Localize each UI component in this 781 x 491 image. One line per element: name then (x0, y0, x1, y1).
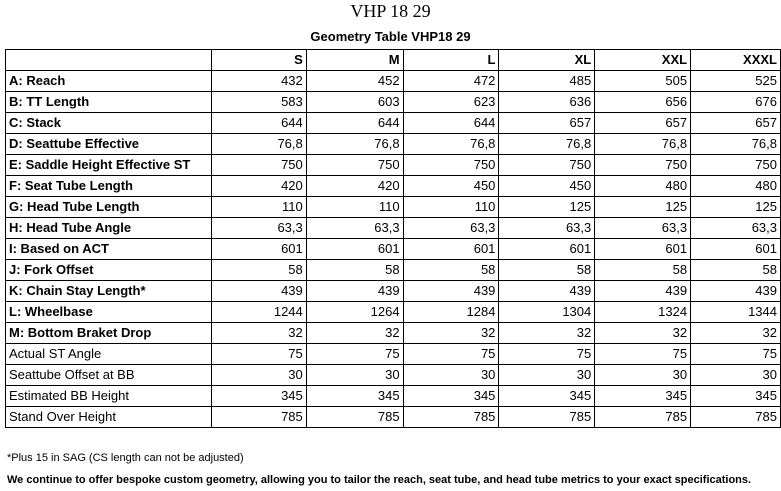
value-cell: 32 (403, 323, 499, 344)
row-label: D: Seattube Effective (6, 134, 212, 155)
table-body (6, 71, 781, 428)
row-label: C: Stack (6, 113, 212, 134)
value-cell: 345 (306, 386, 403, 407)
value-cell: 63,3 (499, 218, 595, 239)
value-cell: 58 (595, 260, 691, 281)
value-cell: 785 (306, 407, 403, 428)
value-cell: 345 (403, 386, 499, 407)
value-cell: 644 (306, 113, 403, 134)
header-size-xl: XL (499, 50, 595, 71)
row-label: M: Bottom Braket Drop (6, 323, 212, 344)
value-cell: 125 (499, 197, 595, 218)
value-cell: 110 (403, 197, 499, 218)
table-row (6, 218, 781, 239)
value-cell: 58 (691, 260, 781, 281)
page-title: VHP 18 29 (350, 1, 431, 21)
value-cell: 750 (691, 155, 781, 176)
value-cell: 1244 (211, 302, 306, 323)
value-cell: 750 (499, 155, 595, 176)
table-row (6, 344, 781, 365)
value-cell: 439 (595, 281, 691, 302)
value-cell: 472 (403, 71, 499, 92)
value-cell: 636 (499, 92, 595, 113)
geometry-table (5, 49, 781, 428)
value-cell: 75 (595, 344, 691, 365)
value-cell: 30 (211, 365, 306, 386)
value-cell: 657 (595, 113, 691, 134)
row-label: L: Wheelbase (6, 302, 212, 323)
table-row (6, 176, 781, 197)
value-cell: 58 (403, 260, 499, 281)
table-row (6, 302, 781, 323)
value-cell: 1284 (403, 302, 499, 323)
row-label: B: TT Length (6, 92, 212, 113)
value-cell: 63,3 (403, 218, 499, 239)
row-label: Stand Over Height (6, 407, 212, 428)
value-cell: 63,3 (691, 218, 781, 239)
row-label: K: Chain Stay Length* (6, 281, 212, 302)
row-label: Seattube Offset at BB (6, 365, 212, 386)
row-label: H: Head Tube Angle (6, 218, 212, 239)
value-cell: 58 (499, 260, 595, 281)
value-cell: 32 (595, 323, 691, 344)
table-row (6, 323, 781, 344)
footnote: *Plus 15 in SAG (CS length can not be adjusted) (7, 452, 244, 464)
row-label: G: Head Tube Length (6, 197, 212, 218)
row-label: J: Fork Offset (6, 260, 212, 281)
value-cell: 110 (306, 197, 403, 218)
value-cell: 601 (211, 239, 306, 260)
value-cell: 785 (595, 407, 691, 428)
table-row (6, 281, 781, 302)
value-cell: 76,8 (595, 134, 691, 155)
row-label: Actual ST Angle (6, 344, 212, 365)
bespoke-note: We continue to offer bespoke custom geometry, allowing you to tailor the reach, seat tube, and head tube metrics to your exact specifications. (7, 474, 752, 486)
header-size-l: L (403, 50, 499, 71)
table-row (6, 260, 781, 281)
table-row (6, 365, 781, 386)
value-cell: 110 (211, 197, 306, 218)
value-cell: 450 (499, 176, 595, 197)
value-cell: 75 (211, 344, 306, 365)
value-cell: 75 (403, 344, 499, 365)
value-cell: 76,8 (306, 134, 403, 155)
table-row (6, 197, 781, 218)
value-cell: 480 (595, 176, 691, 197)
value-cell: 785 (403, 407, 499, 428)
table-row (6, 407, 781, 428)
value-cell: 676 (691, 92, 781, 113)
table-row (6, 239, 781, 260)
value-cell: 345 (691, 386, 781, 407)
row-label: F: Seat Tube Length (6, 176, 212, 197)
value-cell: 750 (306, 155, 403, 176)
value-cell: 439 (306, 281, 403, 302)
value-cell: 432 (211, 71, 306, 92)
header-empty-cell (6, 50, 212, 71)
value-cell: 30 (595, 365, 691, 386)
value-cell: 439 (499, 281, 595, 302)
row-label: E: Saddle Height Effective ST (6, 155, 212, 176)
value-cell: 76,8 (691, 134, 781, 155)
value-cell: 76,8 (403, 134, 499, 155)
value-cell: 420 (306, 176, 403, 197)
table-header-row (6, 50, 781, 71)
table-title: Geometry Table VHP18 29 (310, 29, 471, 44)
value-cell: 1304 (499, 302, 595, 323)
value-cell: 30 (499, 365, 595, 386)
table-row (6, 386, 781, 407)
value-cell: 601 (306, 239, 403, 260)
value-cell: 657 (691, 113, 781, 134)
value-cell: 601 (691, 239, 781, 260)
value-cell: 439 (691, 281, 781, 302)
value-cell: 785 (499, 407, 595, 428)
value-cell: 452 (306, 71, 403, 92)
value-cell: 420 (211, 176, 306, 197)
value-cell: 32 (211, 323, 306, 344)
row-label: Estimated BB Height (6, 386, 212, 407)
value-cell: 30 (403, 365, 499, 386)
value-cell: 750 (211, 155, 306, 176)
value-cell: 439 (403, 281, 499, 302)
value-cell: 345 (595, 386, 691, 407)
value-cell: 583 (211, 92, 306, 113)
value-cell: 656 (595, 92, 691, 113)
value-cell: 505 (595, 71, 691, 92)
value-cell: 32 (306, 323, 403, 344)
value-cell: 75 (499, 344, 595, 365)
header-size-xxl: XXL (595, 50, 691, 71)
value-cell: 125 (691, 197, 781, 218)
value-cell: 58 (211, 260, 306, 281)
value-cell: 63,3 (211, 218, 306, 239)
value-cell: 63,3 (595, 218, 691, 239)
row-label: I: Based on ACT (6, 239, 212, 260)
value-cell: 480 (691, 176, 781, 197)
table-row (6, 134, 781, 155)
value-cell: 644 (403, 113, 499, 134)
value-cell: 32 (691, 323, 781, 344)
value-cell: 750 (595, 155, 691, 176)
value-cell: 439 (211, 281, 306, 302)
value-cell: 345 (499, 386, 595, 407)
table-row (6, 71, 781, 92)
value-cell: 30 (306, 365, 403, 386)
value-cell: 1344 (691, 302, 781, 323)
value-cell: 75 (306, 344, 403, 365)
value-cell: 75 (691, 344, 781, 365)
value-cell: 603 (306, 92, 403, 113)
value-cell: 76,8 (499, 134, 595, 155)
value-cell: 485 (499, 71, 595, 92)
value-cell: 63,3 (306, 218, 403, 239)
value-cell: 125 (595, 197, 691, 218)
value-cell: 76,8 (211, 134, 306, 155)
value-cell: 785 (691, 407, 781, 428)
header-size-m: M (306, 50, 403, 71)
value-cell: 1264 (306, 302, 403, 323)
value-cell: 58 (306, 260, 403, 281)
value-cell: 1324 (595, 302, 691, 323)
value-cell: 450 (403, 176, 499, 197)
value-cell: 30 (691, 365, 781, 386)
value-cell: 601 (499, 239, 595, 260)
value-cell: 644 (211, 113, 306, 134)
value-cell: 525 (691, 71, 781, 92)
table-row (6, 155, 781, 176)
value-cell: 601 (595, 239, 691, 260)
row-label: A: Reach (6, 71, 212, 92)
value-cell: 345 (211, 386, 306, 407)
value-cell: 750 (403, 155, 499, 176)
header-size-s: S (211, 50, 306, 71)
value-cell: 623 (403, 92, 499, 113)
value-cell: 785 (211, 407, 306, 428)
value-cell: 601 (403, 239, 499, 260)
table-row (6, 92, 781, 113)
value-cell: 32 (499, 323, 595, 344)
header-size-xxxl: XXXL (691, 50, 781, 71)
value-cell: 657 (499, 113, 595, 134)
table-row (6, 113, 781, 134)
